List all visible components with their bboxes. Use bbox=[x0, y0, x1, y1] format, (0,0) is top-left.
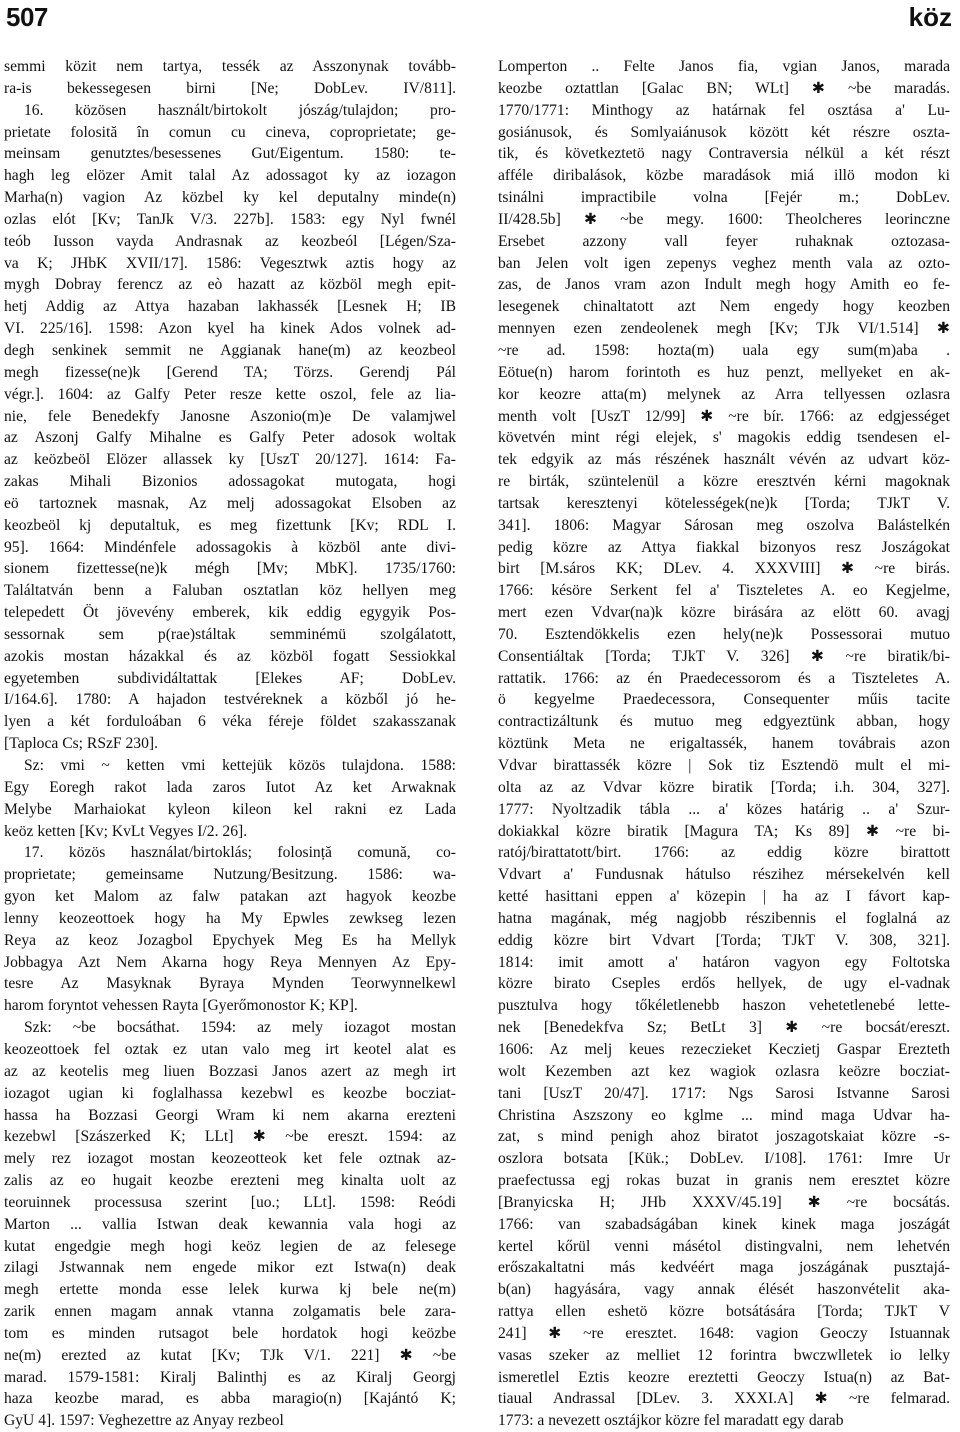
text-line: 70. Esztendökkelis ezen hely(ne)k Possessorai mutuo bbox=[498, 625, 950, 643]
text-line: ~re ad. 1598: hozta(m) uala egy sum(m)aba . bbox=[498, 341, 950, 359]
text-line: rattatik. 1766: az én Praedecessorom és a Tiszteletes A. bbox=[498, 669, 950, 687]
text-line: sionem fizettesse(ne)k mégh [Mv; MbK]. 1735/1760: bbox=[4, 560, 456, 578]
text-line: végr.]. 1604: az Galfy Peter resze kette oszol, fele az lia- bbox=[4, 385, 456, 403]
text-line: [Branyicska H; JHb XXXV/45.19] ✱ ~re bocsátás. bbox=[498, 1193, 950, 1211]
text-line: 341]. 1806: Magyar Sárosan meg oszolva Balástelkén bbox=[498, 516, 950, 534]
text-line: Marton ... vallia Istwan deak kewannia vala hogi az bbox=[4, 1215, 456, 1233]
text-line: hagh leg elözer Amit talal Az adossagot ky az iozagon bbox=[4, 167, 456, 185]
text-line: iozagot ugian ki foglalhassa kezebwl es keozbe bocziat- bbox=[4, 1084, 456, 1102]
text-line: harom foryntot vehessen Rayta [Gyerőmonostor K; KP]. bbox=[4, 997, 358, 1015]
text-line: rattya ellen eshetö közre botsátására [Torda; TJkT V bbox=[498, 1303, 950, 1321]
text-line: Sz: vmi ~ ketten vmi kettejük közös tulajdona. 1588: bbox=[24, 757, 456, 774]
text-line: [Taploca Cs; RSzF 230]. bbox=[4, 735, 158, 753]
text-line: erőszakaltatni más kedvéért maga joszágának pusztajá- bbox=[498, 1259, 950, 1277]
text-line: contractizáltunk és mutuo meg edgyeztünk abban, hogy bbox=[498, 713, 950, 731]
text-line: az az keotelis meg liuen Bozzasi Janos azert az megh irt bbox=[4, 1062, 456, 1080]
text-line: eö tartoznek masnak, Az melj adossagokat Elsoben az bbox=[4, 494, 456, 512]
right-column bbox=[498, 56, 950, 1430]
text-line: mely rez iozagot mostan keozeotteok ket fele oztnak az- bbox=[4, 1150, 456, 1168]
text-line: Marha(n) vagion Az közbel ky kel deputalny minde(n) bbox=[4, 189, 456, 207]
text-line: köztünk Meta ne erigaltassék, hanem továbrais azon bbox=[498, 735, 950, 753]
text-line: afféle diribalások, közbe maradások miá illö modon ki bbox=[498, 167, 950, 185]
text-line: pedig közre az Attya fiakkal bizonyos resz Joszágokat bbox=[498, 538, 950, 556]
text-line: tartsak keresztenyi kötelességek(ne)k [Torda; TJkT V. bbox=[498, 494, 950, 512]
text-line: Szk: ~be bocsáthat. 1594: az mely iozagot mostan bbox=[24, 1019, 456, 1037]
text-line: teób Iusson vayda Andrasnak az keozbeól [Légen/Sza- bbox=[4, 232, 456, 250]
text-line: kutat engedgie megh hogi keöz legien de az felesege bbox=[4, 1237, 456, 1255]
text-line: praefectussa egj rokas buzat in granis nem eresztet közre bbox=[498, 1172, 950, 1190]
text-line: 1766: van szabadságában kinek kinek maga joszágát bbox=[498, 1215, 950, 1233]
text-line: proprietate; gemeinsame Nutzung/Besitzung. 1586: wa- bbox=[4, 866, 456, 884]
page-number: 507 bbox=[6, 2, 48, 32]
text-line: ra-is bekessegesen birni [Ne; DobLev. IV/811]. bbox=[4, 79, 456, 97]
text-line: Lomperton .. Felte Janos fia, vgian Janos, marada bbox=[498, 58, 950, 75]
text-line: keozbeöl kj deputaltuk, es meg fizettunk [Kv; RDL I. bbox=[4, 516, 456, 534]
text-line: eddig közre birt Vdvart [Torda; TJkT V. 308, 321]. bbox=[498, 931, 950, 949]
text-line: tik, és következtetö nagy Contraversia nélkül a két részt bbox=[498, 145, 950, 163]
text-line: Christina Aszszony eo kglme ... mind maga Udvar ha- bbox=[498, 1106, 950, 1124]
text-line: kezebwl [Szászerked K; LLt] ✱ ~be ereszt. 1594: az bbox=[4, 1128, 456, 1146]
text-line: mennyen ezen zendeolenek megh [Kv; TJk VI/1.514] ✱ bbox=[498, 320, 950, 338]
text-line: Jobbagya Azt Nem Akarna hogy Reya Mennyen Az Epy- bbox=[4, 953, 456, 971]
text-line: menth volt [UszT 12/99] ✱ ~re bír. 1766: az edgjességet bbox=[498, 407, 950, 425]
text-line: zalis az eo hugait keozbe erezteni meg kinalta uolt az bbox=[4, 1172, 456, 1190]
text-line: 16. közösen használt/birtokolt jószág/tulajdon; pro- bbox=[24, 101, 456, 119]
text-line: egyetemben subdividáltattak [Elekes AF; DobLev. bbox=[4, 669, 456, 687]
text-line: tsinálni impractibile volna [Fejér m.; DobLev. bbox=[498, 189, 950, 207]
text-line: mygh Dobray ferencz az eò hazatt az közböl megh epit- bbox=[4, 276, 456, 294]
text-line: re birták, szüntelenül a közre eresztvén kérni magoknak bbox=[498, 473, 950, 491]
text-line: b(an) hagyására, vagy annak élését haszonvételit aka- bbox=[498, 1281, 950, 1299]
text-line: Vdvart a' Fundusnak hátulso részihez mérsekelvén kell bbox=[498, 866, 950, 884]
text-line: VI. 225/16]. 1598: Azon kyel ha kinek Ados volnek ad- bbox=[4, 320, 456, 338]
text-line: wolt Kezemben azt kez wagiok ozlasra keözre bocziat- bbox=[498, 1062, 950, 1080]
text-line: II/428.5b] ✱ ~be megy. 1600: Theolcheres leorinczne bbox=[498, 210, 950, 228]
text-line: tani [UszT 20/47]. 1717: Ngs Sarosi Istvanne Sarosi bbox=[498, 1084, 950, 1102]
left-column bbox=[4, 56, 456, 1430]
text-line: Találtatván benn a Faluban osztatlan köz hellyen meg bbox=[4, 582, 456, 600]
text-line: nek [Benedekfva Sz; BetLt 3] ✱ ~re bocsát/ereszt. bbox=[498, 1019, 950, 1037]
text-line: tesre Az Masyknak Byraya Mynden Teorwynnelkewl bbox=[4, 975, 456, 993]
text-line: zat, s mind penigh ahoz biratot joszagotskaiat közre -s- bbox=[498, 1128, 950, 1146]
text-line: vasas szeker az melliet 12 forintra bwczwlletek io lelky bbox=[498, 1346, 950, 1364]
text-line: sessornak sem p(rae)stáltak semminémü szolgálatott, bbox=[4, 625, 456, 643]
text-line: tom es minden rutsagot bele hordatok hogi keözbe bbox=[4, 1324, 456, 1342]
text-line: 241] ✱ ~re eresztet. 1648: vagion Geoczy Istuannak bbox=[498, 1324, 950, 1342]
text-line: lesegenek chinaltatott azt Nem engedy hogy keozben bbox=[498, 298, 950, 316]
text-line: prietate folosită în comun cu cineva, coproprietate; ge- bbox=[4, 123, 456, 141]
text-line: Ersebet azzony vall feyer ruhaknak oztozasa- bbox=[498, 232, 950, 250]
text-line: közre birato Cseples erdős hellyek, de ugy el-vadnak bbox=[498, 975, 950, 993]
text-line: Eötue(n) harom forintoth es huz penzt, mellyeket en ak- bbox=[498, 363, 950, 381]
text-line: zilagi Jstwannak nem engede mikor ezt Istwa(n) deak bbox=[4, 1259, 456, 1277]
page-header bbox=[0, 0, 960, 42]
text-line: tek edgyik az más részének használt vévén az udvart köz- bbox=[498, 451, 950, 469]
text-line: keozeottoek fel oztak ez utan valo meg irt keotel alat es bbox=[4, 1040, 456, 1058]
text-line: birt [M.sáros KK; DLev. 4. XXXVIII] ✱ ~re birás. bbox=[498, 560, 950, 578]
text-line: zarik ennen magam annak vtanna zolgamatis bele zara- bbox=[4, 1303, 456, 1321]
text-line: ö kegyelme Praedecessora, Consequenter műis tacite bbox=[498, 691, 950, 709]
page-headword: köz bbox=[908, 2, 952, 32]
text-line: keozbe oztattlan [Galac BN; WLt] ✱ ~be maradás. bbox=[498, 79, 950, 97]
text-line: megh ertette monda esse lelek kurwa kj bele ne(m) bbox=[4, 1281, 456, 1299]
text-line: követvén mint régi elejek, s' magokis eddig tsendesen el- bbox=[498, 429, 950, 447]
text-line: az Aszonj Galfy Mihalne es Galfy Peter adosok woltak bbox=[4, 429, 456, 447]
text-line: ne(m) erezted az kutat [Kv; TJk V/1. 221] ✱ ~be bbox=[4, 1346, 456, 1364]
text-line: ozlas elót [Kv; TanJk V/3. 227b]. 1583: egy Nyl fwnél bbox=[4, 210, 456, 228]
text-line: hassa ha Bozzasi Georgi Wram ki nem akarna erezteni bbox=[4, 1106, 456, 1124]
text-line: GyU 4]. 1597: Veghezettre az Anyay rezbeol bbox=[4, 1412, 284, 1430]
text-line: 95]. 1664: Mindénfele adossagokis à közböl ante divi- bbox=[4, 538, 456, 556]
text-line: Egy Eoregh rakot lada zaros Iutot Az ket Arwaknak bbox=[4, 778, 456, 796]
text-line: tiaual Andrassal [DLev. 3. XXXI.A] ✱ ~re felmarad. bbox=[498, 1390, 950, 1408]
text-line: I/164.6]. 1780: A hajadon testvéreknek a közből jó he- bbox=[4, 691, 456, 709]
text-line: pusztulva hogy tőkéletlenebb haszon vehetetlenebé lette- bbox=[498, 997, 950, 1015]
text-line: ban Jelen volt igen zepenys veghez menth vala az ozto- bbox=[498, 254, 950, 272]
text-line: oszlora botsata [Kük.; DobLev. I/108]. 1761: Imre Ur bbox=[498, 1150, 950, 1168]
text-line: keöz ketten [Kv; KvLt Vegyes I/2. 26]. bbox=[4, 822, 248, 840]
text-line: 1766: késöre Serkent fel a' Tiszteletes A. eo Kegjelme, bbox=[498, 582, 950, 600]
text-line: meinsam genutztes/besessenes Gut/Eigentum. 1580: te- bbox=[4, 145, 456, 163]
text-line: haza keozbe marad, es abba maragio(n) [Kajántó K; bbox=[4, 1390, 456, 1408]
text-line: Vdvar birattassék közre | Sok tiz Esztendö mult el mi- bbox=[498, 757, 950, 774]
text-line: kertel kőrül venni másétol distingvalni, nem lehetvén bbox=[498, 1237, 950, 1255]
text-line: 1814: imit amott a' határon vagyon egy Foltotska bbox=[498, 953, 950, 971]
text-line: kor keozre atta(m) melynek az Arra tellyessen ozlasra bbox=[498, 385, 950, 403]
text-line: az keözbeöl Elözer allassek ky [UszT 20/127]. 1614: Fa- bbox=[4, 451, 456, 469]
text-line: va K; JHbK XVII/17]. 1586: Vegesztwk aztis hogy az bbox=[4, 254, 456, 272]
text-line: teoruinnek processusa szerint [uo.; LLt]. 1598: Reódi bbox=[4, 1193, 456, 1211]
text-line: 1773: a nevezett osztájkor közre fel maradatt egy darab bbox=[498, 1412, 844, 1430]
text-line: ketté hasittani eppen a' közepin | ha az I fávort kap- bbox=[498, 888, 950, 906]
text-line: ratój/birattatott/birt. 1766: az eddig közre birattott bbox=[498, 844, 950, 862]
text-line: gosiánusok, és Somlyaiánusok között két részre oszta- bbox=[498, 123, 950, 141]
text-line: 1606: Az melj keues rezeczieket Keczietj Gaspar Erezteth bbox=[498, 1040, 950, 1058]
text-line: Melybe Marhaiokat kyleon kileon kel rakni ez Lada bbox=[4, 800, 456, 818]
text-line: azokis mostan házakkal és az közböl fogatt Sessiokkal bbox=[4, 647, 456, 665]
text-line: gyon ket Malom az falw patakan azt hagyok keozbe bbox=[4, 888, 456, 906]
text-line: zakas Mihali Bizonios adossagokat mutogata, hogi bbox=[4, 473, 456, 491]
text-line: olta az az Vdvar közre biratik [Torda; i.h. 304, 327]. bbox=[498, 778, 950, 796]
text-line: lyen a két forduloában 6 véka féreje földet szakasszanak bbox=[4, 713, 456, 731]
text-line: nie, fele Benedekfy Janosne Aszonio(m)e De valamjwel bbox=[4, 407, 456, 425]
text-line: dokiakkal közre biratik [Magura TA; Ks 89] ✱ ~re bi- bbox=[498, 822, 950, 840]
text-line: degh senkinek semmit ne Aggianak hane(m) az keozbeol bbox=[4, 341, 456, 359]
text-line: lenny keozeottoek hogy ha My Epwles zewkseg lezen bbox=[4, 909, 456, 927]
text-line: megh fizesse(ne)k [Gerend TA; Törzs. Gerendj Pál bbox=[4, 363, 456, 381]
text-line: Consentiáltak [Torda; TJkT V. 326] ✱ ~re biratik/bi- bbox=[498, 647, 950, 665]
text-line: mert ezen Vdvar(na)k közre birására az elött 60. avagj bbox=[498, 604, 950, 622]
text-line: hatna magának, még nagjobb részibennis el foglalná az bbox=[498, 909, 950, 927]
text-line: ismeretlel Eztis keozre ereztetti Geoczy Istua(n) az Bat- bbox=[498, 1368, 950, 1386]
text-line: 17. közös használat/birtoklás; folosință comună, co- bbox=[24, 844, 456, 862]
text-line: 1770/1771: Minthogy az határnak fel osztása a' Lu- bbox=[498, 101, 950, 119]
text-line: zas, de Janos vram azon Indult megh hogy Amith eo fe- bbox=[498, 276, 950, 294]
text-line: Reya az keoz Jozagbol Epychyek Meg Es ha Mellyk bbox=[4, 931, 456, 949]
text-line: 1777: Nyoltzadik tábla ... a' közes határig .. a' Szur- bbox=[498, 800, 950, 818]
text-line: hetj Addig az Attya hazaban lakhassék [Lesnek H; IB bbox=[4, 298, 456, 316]
text-line: semmi közit nem tartya, tessék az Asszonynak tovább- bbox=[4, 58, 456, 75]
text-line: marad. 1579-1581: Kiralj Balinthj es az Kiralj Georgj bbox=[4, 1368, 456, 1386]
text-line: telepedett Öt jövevény emberek, kik eddig egygyik Pos- bbox=[4, 604, 456, 622]
